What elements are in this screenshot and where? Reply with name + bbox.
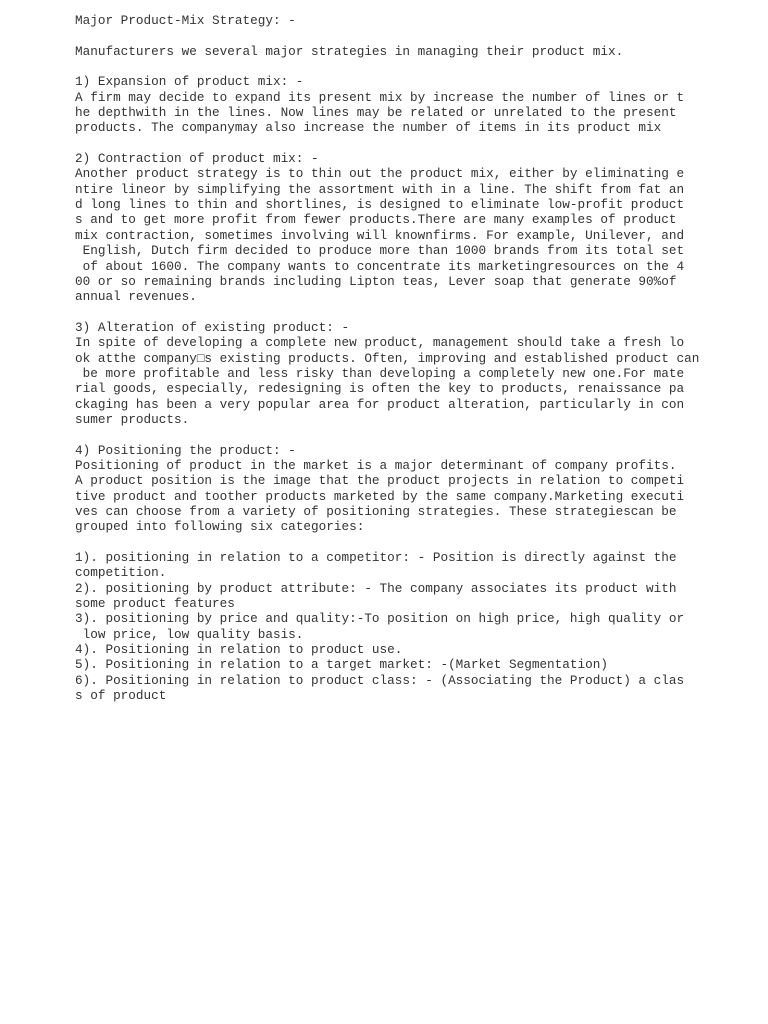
paragraph-line: be more profitable and less risky than developing a completely new one.For mate (75, 365, 685, 381)
paragraph-line: mix contraction, sometimes involving will knownfirms. For example, Unilever, and (75, 227, 685, 243)
list-item: 3). positioning by price and quality:-To position on high price, high quality or (75, 611, 685, 627)
section-heading-contraction: 2) Contraction of product mix: - (75, 151, 319, 167)
list-item: 5). Positioning in relation to a target market: -(Market Segmentation) (75, 657, 608, 673)
blank-line (75, 28, 755, 43)
paragraph-line: products. The companymay also increase the number of items in its product mix (75, 120, 662, 136)
paragraph-line: A firm may decide to expand its present mix by increase the number of lines or t (75, 89, 685, 105)
paragraph-line: ckaging has been a very popular area for product alteration, particularly in con (75, 396, 685, 412)
paragraph-line: In spite of developing a complete new product, management should take a fresh lo (75, 335, 685, 351)
section-heading-alteration: 3) Alteration of existing product: - (75, 319, 350, 335)
blank-line (75, 59, 755, 74)
paragraph-line: tive product and toother products marketed by the same company.Marketing executi (75, 488, 685, 504)
paragraph-line: English, Dutch firm decided to produce more than 1000 brands from its total set (75, 243, 685, 259)
paragraph-line: ves can choose from a variety of positioning strategies. These strategiescan be (75, 504, 677, 519)
paragraph-line: d long lines to thin and shortlines, is designed to eliminate low-profit product (75, 197, 685, 213)
list-item-continuation: low price, low quality basis. (75, 626, 304, 642)
paragraph-line: s and to get more profit from fewer products.There are many examples of product (75, 212, 677, 228)
list-item: 6). Positioning in relation to product class: - (Associating the Product) a clas (75, 672, 685, 688)
paragraph-line: 00 or so remaining brands including Lipton teas, Lever soap that generate 90%of (75, 273, 677, 289)
blank-line (75, 427, 755, 442)
paragraph-line: rial goods, especially, redesigning is often the key to products, renaissance pa (75, 381, 685, 397)
paragraph-line: grouped into following six categories: (75, 519, 365, 535)
list-item: 1). positioning in relation to a competitor: - Position is directly against the (75, 550, 677, 566)
section-heading-expansion: 1) Expansion of product mix: - (75, 74, 304, 90)
paragraph-line: annual revenues. (75, 289, 197, 305)
list-item: 4). Positioning in relation to product use. (75, 642, 403, 658)
section-heading-positioning: 4) Positioning the product: - (75, 442, 296, 458)
blank-line (75, 535, 755, 550)
document-body (75, 13, 755, 703)
list-item: 2). positioning by product attribute: - The company associates its product with (75, 580, 677, 596)
paragraph-line: he depthwith in the lines. Now lines may be related or unrelated to the present (75, 105, 677, 121)
paragraph-line: Another product strategy is to thin out the product mix, either by eliminating e (75, 166, 685, 182)
paragraph-line: ntire lineor by simplifying the assortment with in a line. The shift from fat an (75, 181, 685, 197)
paragraph-line: A product position is the image that the product projects in relation to competi (75, 473, 685, 489)
blank-line (75, 136, 755, 151)
list-item-continuation: competition. (75, 565, 167, 581)
list-item-continuation: s of product (75, 688, 167, 704)
paragraph-line: of about 1600. The company wants to concentrate its marketingresources on the 4 (75, 258, 685, 274)
blank-line (75, 305, 755, 320)
paragraph-line: ok atthe company□s existing products. Often, improving and established product can (75, 350, 700, 366)
document-title: Major Product-Mix Strategy: - (75, 13, 296, 28)
paragraph-line: Positioning of product in the market is a major determinant of company profits. (75, 457, 677, 473)
intro-paragraph: Manufacturers we several major strategies in managing their product mix. (75, 43, 624, 59)
paragraph-line: sumer products. (75, 411, 190, 427)
list-item-continuation: some product features (75, 596, 235, 612)
